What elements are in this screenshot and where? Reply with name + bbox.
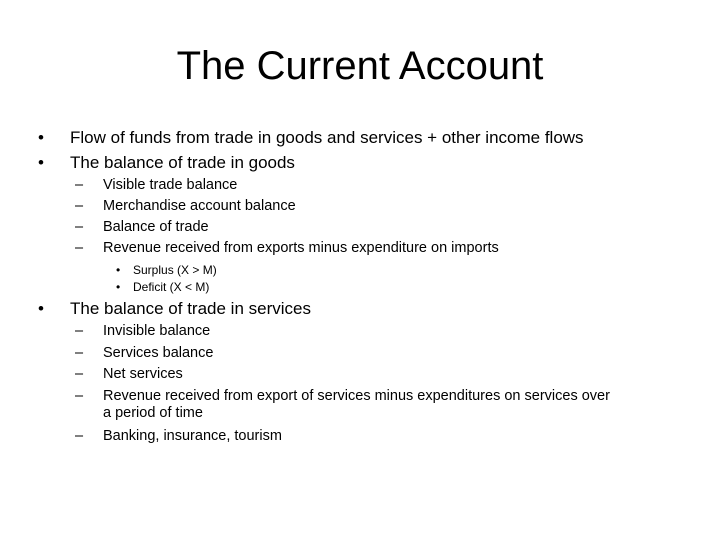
dash-marker: – <box>75 198 84 214</box>
dash-marker: – <box>75 366 84 382</box>
sub-item-text: Visible trade balance <box>103 177 238 193</box>
bullet-marker: • <box>38 128 44 147</box>
sub-item-text: Net services <box>103 366 183 382</box>
bullet-marker: • <box>38 153 44 172</box>
dash-marker: – <box>75 388 84 404</box>
bullet-text: The balance of trade in services <box>70 299 311 318</box>
sub-item-text: Revenue received from exports minus expenditure on imports <box>103 240 499 256</box>
sub-item-text: Banking, insurance, tourism <box>103 428 282 444</box>
sub-item-text: Balance of trade <box>103 219 209 235</box>
slide-title: The Current Account <box>176 44 544 88</box>
sub-item-text: Revenue received from export of services minus expenditures on services over <box>103 388 610 404</box>
sub-item-continuation-text: a period of time <box>103 405 203 421</box>
sub-item-text: Services balance <box>103 345 214 361</box>
sub-item-text: Merchandise account balance <box>103 198 296 214</box>
dash-marker: – <box>75 240 84 256</box>
dash-marker: – <box>75 345 84 361</box>
bullet-text: The balance of trade in goods <box>70 153 295 172</box>
bullet-marker: • <box>116 263 121 277</box>
dash-marker: – <box>75 428 84 444</box>
bullet-marker: • <box>38 299 44 318</box>
dash-marker: – <box>75 177 84 193</box>
bullet-text: Flow of funds from trade in goods and services + other income flows <box>70 128 584 147</box>
dash-marker: – <box>75 323 84 339</box>
sub-sub-item-text: Deficit (X < M) <box>133 280 210 294</box>
bullet-marker: • <box>116 280 121 294</box>
sub-item-text: Invisible balance <box>103 323 211 339</box>
sub-sub-item-text: Surplus (X > M) <box>133 263 217 277</box>
dash-marker: – <box>75 219 84 235</box>
